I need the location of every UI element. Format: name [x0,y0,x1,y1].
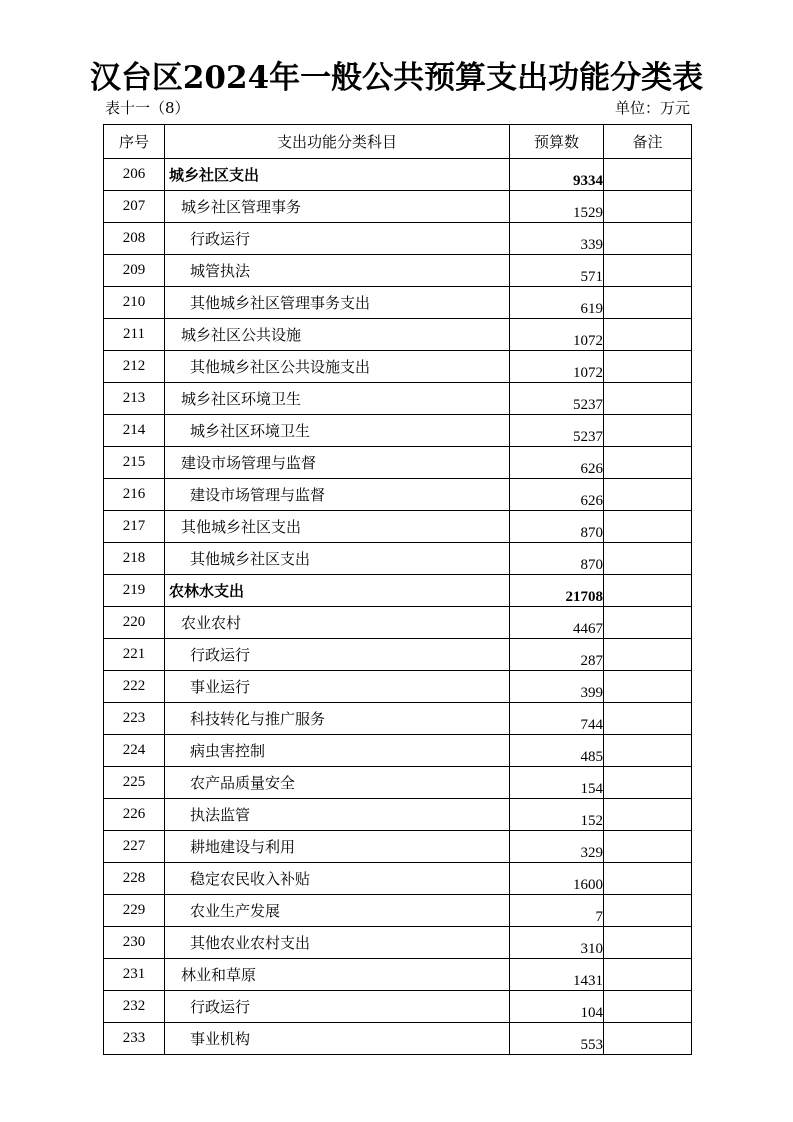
row-number-cell: 224 [104,735,165,767]
item-name-cell: 建设市场管理与监督 [165,479,510,511]
note-cell [604,447,692,479]
item-name-cell: 事业运行 [165,671,510,703]
row-number-cell: 219 [104,575,165,607]
note-cell [604,159,692,191]
note-cell [604,319,692,351]
budget-amount-cell: 1529 [510,191,604,223]
table-row [104,383,692,415]
budget-amount-cell: 9334 [510,159,604,191]
budget-amount-cell: 870 [510,543,604,575]
note-cell [604,671,692,703]
note-cell [604,991,692,1023]
row-number-cell: 206 [104,159,165,191]
unit-label: 单位：万元 [614,99,690,117]
budget-amount-cell: 553 [510,1023,604,1055]
table-row [104,639,692,671]
table-row [104,543,692,575]
item-name-cell: 其他农业农村支出 [165,927,510,959]
budget-amount-cell: 104 [510,991,604,1023]
note-cell [604,639,692,671]
budget-amount-cell: 310 [510,927,604,959]
table-row [104,895,692,927]
table-row [104,223,692,255]
budget-amount-cell: 485 [510,735,604,767]
note-cell [604,927,692,959]
row-number-cell: 208 [104,223,165,255]
note-cell [604,575,692,607]
row-number-cell: 207 [104,191,165,223]
item-name-cell: 行政运行 [165,991,510,1023]
note-cell [604,959,692,991]
note-cell [604,607,692,639]
item-name-cell: 农业农村 [165,607,510,639]
budget-amount-cell: 1600 [510,863,604,895]
table-row [104,351,692,383]
row-number-cell: 231 [104,959,165,991]
table-row [104,927,692,959]
note-cell [604,895,692,927]
row-number-cell: 217 [104,511,165,543]
budget-amount-cell: 21708 [510,575,604,607]
budget-amount-cell: 339 [510,223,604,255]
note-cell [604,863,692,895]
note-cell [604,191,692,223]
table-row [104,991,692,1023]
note-cell [604,383,692,415]
table-row [104,863,692,895]
column-header-no: 序号 [104,125,165,159]
table-header-row [104,125,692,159]
item-name-cell: 事业机构 [165,1023,510,1055]
table-row [104,511,692,543]
table-row [104,575,692,607]
row-number-cell: 233 [104,1023,165,1055]
table-row [104,255,692,287]
row-number-cell: 212 [104,351,165,383]
item-name-cell: 建设市场管理与监督 [165,447,510,479]
budget-amount-cell: 1072 [510,351,604,383]
item-name-cell: 城乡社区环境卫生 [165,383,510,415]
budget-amount-cell: 7 [510,895,604,927]
budget-amount-cell: 870 [510,511,604,543]
budget-amount-cell: 1431 [510,959,604,991]
item-name-cell: 城乡社区管理事务 [165,191,510,223]
row-number-cell: 223 [104,703,165,735]
note-cell [604,287,692,319]
item-name-cell: 其他城乡社区公共设施支出 [165,351,510,383]
row-number-cell: 210 [104,287,165,319]
row-number-cell: 222 [104,671,165,703]
table-row [104,479,692,511]
note-cell [604,223,692,255]
item-name-cell: 农业生产发展 [165,895,510,927]
note-cell [604,415,692,447]
budget-amount-cell: 744 [510,703,604,735]
table-row [104,799,692,831]
table-row [104,159,692,191]
budget-amount-cell: 329 [510,831,604,863]
item-name-cell: 耕地建设与利用 [165,831,510,863]
column-header-item: 支出功能分类科目 [165,125,510,159]
item-name-cell: 城乡社区环境卫生 [165,415,510,447]
budget-amount-cell: 571 [510,255,604,287]
row-number-cell: 213 [104,383,165,415]
row-number-cell: 218 [104,543,165,575]
item-name-cell: 其他城乡社区管理事务支出 [165,287,510,319]
row-number-cell: 225 [104,767,165,799]
budget-amount-cell: 152 [510,799,604,831]
column-header-note: 备注 [604,125,692,159]
item-name-cell: 城管执法 [165,255,510,287]
item-name-cell: 城乡社区公共设施 [165,319,510,351]
budget-amount-cell: 626 [510,479,604,511]
row-number-cell: 221 [104,639,165,671]
budget-amount-cell: 1072 [510,319,604,351]
note-cell [604,703,692,735]
row-number-cell: 228 [104,863,165,895]
budget-amount-cell: 619 [510,287,604,319]
note-cell [604,735,692,767]
budget-table [103,124,692,1055]
row-number-cell: 211 [104,319,165,351]
table-row [104,767,692,799]
sheet-number-label: 表十一（8） [105,99,190,117]
note-cell [604,543,692,575]
note-cell [604,511,692,543]
row-number-cell: 209 [104,255,165,287]
table-row [104,607,692,639]
budget-amount-cell: 5237 [510,383,604,415]
table-row [104,415,692,447]
table-row [104,447,692,479]
budget-amount-cell: 287 [510,639,604,671]
table-row [104,671,692,703]
budget-amount-cell: 399 [510,671,604,703]
item-name-cell: 科技转化与推广服务 [165,703,510,735]
item-name-cell: 执法监管 [165,799,510,831]
row-number-cell: 232 [104,991,165,1023]
note-cell [604,255,692,287]
budget-amount-cell: 626 [510,447,604,479]
row-number-cell: 227 [104,831,165,863]
budget-amount-cell: 5237 [510,415,604,447]
note-cell [604,351,692,383]
table-row [104,1023,692,1055]
budget-amount-cell: 154 [510,767,604,799]
item-name-cell: 行政运行 [165,223,510,255]
table-row [104,287,692,319]
row-number-cell: 220 [104,607,165,639]
item-name-cell: 稳定农民收入补贴 [165,863,510,895]
page-title: 汉台区2024年一般公共预算支出功能分类表 [89,60,704,96]
item-name-cell: 其他城乡社区支出 [165,543,510,575]
item-name-cell: 行政运行 [165,639,510,671]
item-name-cell: 其他城乡社区支出 [165,511,510,543]
row-number-cell: 226 [104,799,165,831]
row-number-cell: 229 [104,895,165,927]
table-row [104,831,692,863]
note-cell [604,799,692,831]
item-name-cell: 农产品质量安全 [165,767,510,799]
table-row [104,735,692,767]
table-row [104,191,692,223]
row-number-cell: 214 [104,415,165,447]
note-cell [604,831,692,863]
row-number-cell: 216 [104,479,165,511]
item-name-cell: 林业和草原 [165,959,510,991]
note-cell [604,1023,692,1055]
table-row [104,319,692,351]
table-row [104,703,692,735]
note-cell [604,479,692,511]
table-row [104,959,692,991]
table-body [104,159,692,1055]
item-name-cell: 城乡社区支出 [165,159,510,191]
row-number-cell: 230 [104,927,165,959]
row-number-cell: 215 [104,447,165,479]
budget-amount-cell: 4467 [510,607,604,639]
item-name-cell: 农林水支出 [165,575,510,607]
note-cell [604,767,692,799]
item-name-cell: 病虫害控制 [165,735,510,767]
column-header-amount: 预算数 [510,125,604,159]
